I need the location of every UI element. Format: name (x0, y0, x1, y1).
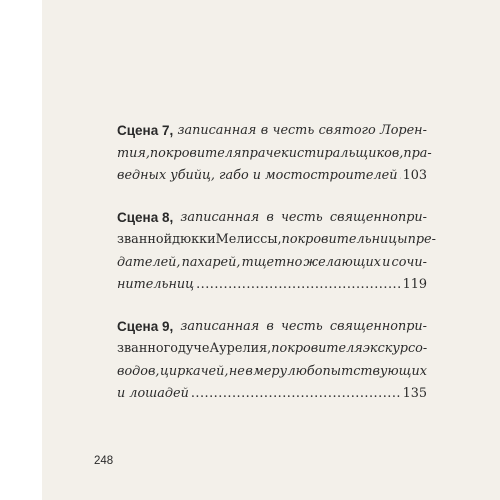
toc-entry-word: пре- (407, 232, 436, 247)
toc-entry-word: дателей, (117, 254, 181, 270)
toc-entry-word: не (228, 363, 245, 379)
toc-entry-word: Мелиссы, (215, 232, 282, 247)
toc-entry (117, 316, 427, 406)
toc-entry-word: священнопри- (329, 209, 427, 225)
table-of-contents (117, 120, 436, 425)
toc-entry-word: дуче (178, 341, 210, 356)
toc-entry-word: в (260, 123, 269, 138)
toc-entry-word: водов, (117, 363, 160, 379)
toc-entry-text: нительниц (117, 277, 195, 292)
toc-page-number: 119 (402, 277, 427, 292)
toc-entry-line (117, 252, 427, 275)
toc-entry-text: и лошадей (117, 386, 189, 401)
toc-entry-word: тщетно (241, 254, 303, 270)
toc-entry-word: тия, (117, 145, 150, 161)
toc-entry-word: сочи- (391, 254, 427, 270)
toc-entry-word: и (288, 145, 297, 161)
dot-leader (399, 165, 400, 188)
toc-entry-word: в (266, 209, 274, 225)
toc-entry-word: Аурелия, (209, 341, 272, 356)
dot-leader (191, 383, 401, 406)
toc-entry-word: экскурсо- (362, 341, 428, 356)
toc-entry-line (117, 229, 436, 252)
toc-entry-word: пахарей, (181, 254, 241, 270)
toc-entry-word: записанная (177, 123, 257, 138)
toc-entry-word: честь (272, 123, 315, 138)
toc-entry-word: честь (280, 209, 323, 225)
toc-entry-word: священнопри- (329, 318, 427, 334)
toc-entry-line (117, 316, 427, 339)
toc-entry-word: в (245, 363, 253, 379)
scene-title: Сцена 8, (117, 209, 174, 225)
toc-entry-word: дюкки (172, 232, 216, 247)
toc-entry-word: и (382, 254, 391, 270)
toc-entry-line (117, 143, 432, 166)
toc-entry-line (117, 207, 427, 230)
toc-entry (117, 207, 436, 297)
toc-entry (117, 120, 432, 188)
toc-entry-word: записанная (180, 209, 260, 225)
toc-entry-text: ведных убийц, габо и мостостроителей (117, 168, 398, 183)
toc-entry-line (117, 361, 427, 384)
toc-entry-word: Лорен- (380, 123, 427, 138)
toc-entry-word: званного (117, 341, 178, 356)
toc-entry-line (117, 338, 427, 361)
toc-entry-word: меру (253, 363, 288, 379)
toc-entry-word: покровителя (149, 145, 242, 161)
toc-page-number: 135 (402, 386, 427, 401)
toc-entry-word: честь (280, 318, 323, 334)
toc-entry-word: пра- (403, 145, 432, 161)
toc-entry-word: в (266, 318, 274, 334)
toc-entry-last-line (117, 165, 427, 188)
toc-entry-word: любопытствующих (287, 363, 427, 379)
scene-title: Сцена 7, (117, 123, 174, 138)
toc-entry-word: записанная (180, 318, 260, 334)
toc-entry-last-line (117, 274, 427, 297)
toc-entry-word: покровительницы (281, 232, 408, 247)
toc-entry-word: прачек (241, 145, 289, 161)
book-page (42, 0, 500, 500)
toc-entry-word: святого (318, 123, 376, 138)
toc-entry-word: званной (117, 232, 173, 247)
toc-entry-word: покровителя (271, 341, 363, 356)
page-number: 248 (94, 455, 114, 467)
toc-entry-last-line (117, 383, 427, 406)
scene-title: Сцена 9, (117, 318, 174, 334)
toc-entry-word: циркачей, (159, 363, 229, 379)
toc-entry-word: желающих (303, 254, 381, 270)
toc-entry-line (117, 120, 427, 143)
toc-entry-word: стиральщиков, (296, 145, 404, 161)
dot-leader (196, 274, 400, 297)
toc-page-number: 103 (402, 168, 427, 183)
